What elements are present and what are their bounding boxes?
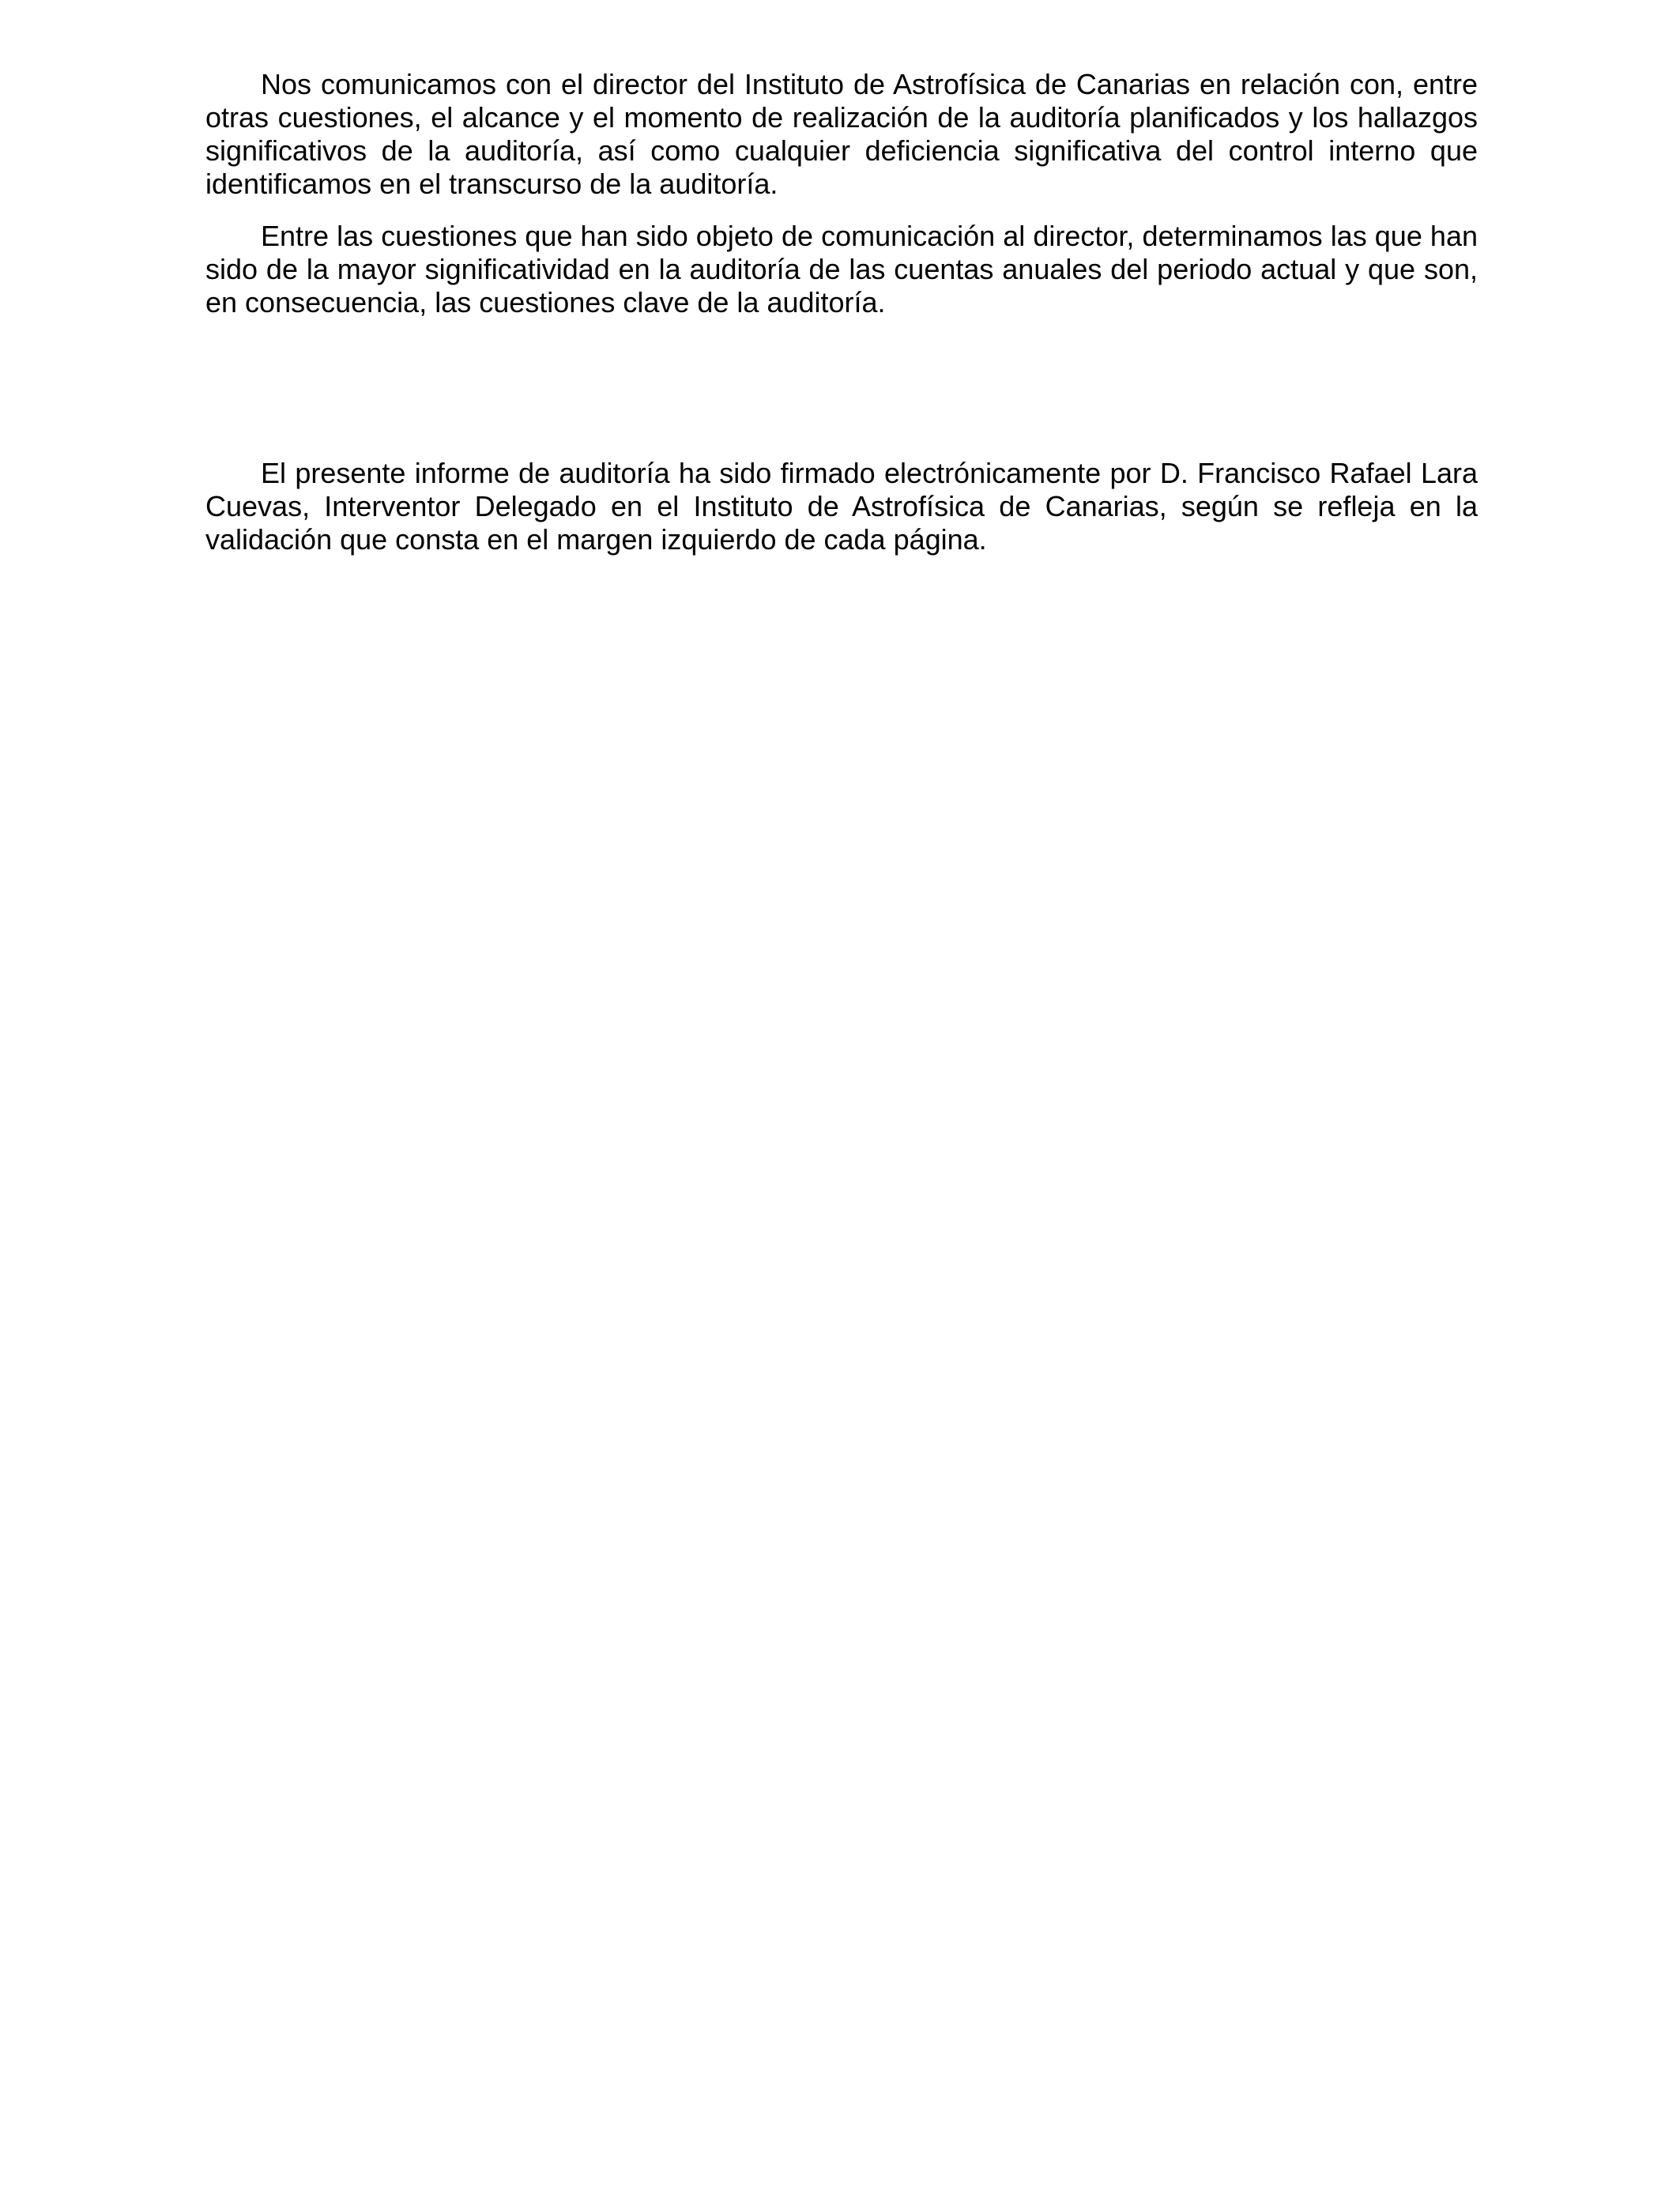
text-block-signature — [205, 457, 1478, 556]
paragraph-communication-director: Nos comunicamos con el director del Instituto de Astrofísica de Canarias en relación con, entre otras cuestiones, el alcance y el momento de realización de la auditoría planificados y los hallazgos significativos de la auditoría, así como cualquier deficiencia significativa del control interno que identificamos en el transcurso de la auditoría. — [205, 68, 1478, 200]
text-block-communications — [205, 68, 1478, 319]
paragraph-key-audit-matters: Entre las cuestiones que han sido objeto de comunicación al director, determinamos las que han sido de la mayor significatividad en la auditoría de las cuentas anuales del periodo actual y que son, en consecuencia, las cuestiones clave de la auditoría. — [205, 220, 1478, 319]
paragraph-electronic-signature: El presente informe de auditoría ha sido firmado electrónicamente por D. Francisco Rafael Lara Cuevas, Interventor Delegado en el Instituto de Astrofísica de Canarias, según se refleja en la validación que consta en el margen izquierdo de cada página. — [205, 457, 1478, 556]
